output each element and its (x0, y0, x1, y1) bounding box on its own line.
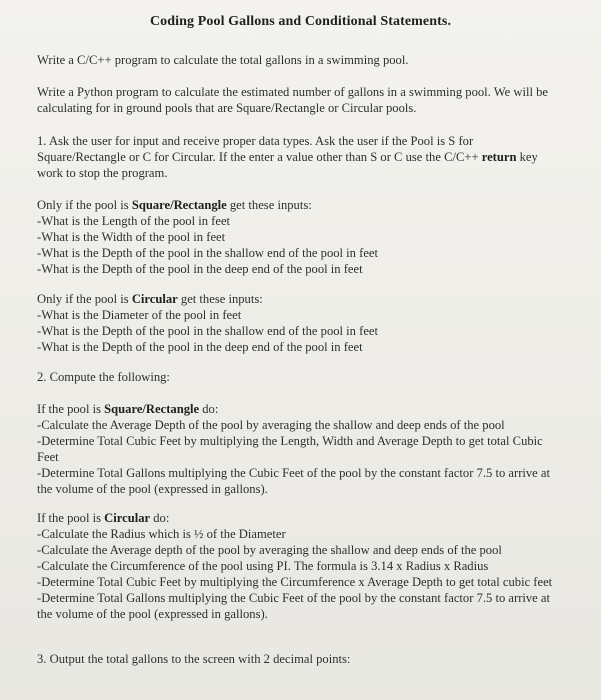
step-1-return-keyword: return (481, 150, 517, 164)
list-item: -Determine Total Gallons multiplying the Cubic Feet of the pool by the constant factor 7.5 to arrive at the volume of the pool (expressed in gallons). (37, 591, 551, 621)
list-item: -What is the Width of the pool in feet (37, 230, 226, 244)
list-item: -What is the Length of the pool in feet (37, 214, 231, 228)
square-compute-lead: If the pool is Square/Rectangle do: (37, 402, 219, 416)
list-item: -Calculate the Circumference of the pool using PI. The formula is 3.14 x Radius x Radius (37, 559, 489, 573)
square-inputs-lead: Only if the pool is Square/Rectangle get these inputs: (37, 198, 312, 212)
list-item: -Determine Total Cubic Feet by multiplying the Length, Width and Average Depth to get total Cubic Feet (37, 434, 543, 464)
circular-inputs-section (37, 291, 561, 355)
list-item: -What is the Depth of the pool in the deep end of the pool in feet (37, 340, 363, 354)
list-item: -Calculate the Radius which is ½ of the Diameter (37, 527, 286, 541)
list-item: -Determine Total Cubic Feet by multiplying the Circumference x Average Depth to get total cubic feet (37, 575, 553, 589)
list-item: -What is the Depth of the pool in the shallow end of the pool in feet (37, 246, 378, 260)
circular-compute-lead: If the pool is Circular do: (37, 511, 170, 525)
step-2-heading: 2. Compute the following: (37, 370, 170, 384)
list-item: -Determine Total Gallons multiplying the Cubic Feet of the pool by the constant factor 7.5 to arrive at the volume of the pool (expressed in gallons). (37, 466, 551, 496)
list-item: -What is the Diameter of the pool in feet (37, 308, 242, 322)
list-item: -Calculate the Average depth of the pool by averaging the shallow and deep ends of the pool (37, 543, 502, 557)
page-title: Coding Pool Gallons and Conditional Statements. (149, 14, 452, 29)
circular-compute-section (37, 510, 561, 622)
square-compute-section (37, 401, 561, 497)
step-1-text-a: 1. Ask the user for input and receive proper data types. Ask the user if the Pool is S for Square/Rectangle or C for Circular. If the enter a value other than S or C use the C/C++ (37, 134, 482, 164)
step-1-text-b: key work to stop the program. (37, 150, 538, 180)
list-item: -What is the Depth of the pool in the deep end of the pool in feet (37, 262, 363, 276)
list-item: -Calculate the Average Depth of the pool by averaging the shallow and deep ends of the pool (37, 418, 505, 432)
intro-python-paragraph: Write a Python program to calculate the estimated number of gallons in a swimming pool. We will be calculating for in ground pools that are Square/Rectangle or Circular pools. (37, 85, 548, 115)
step-3-paragraph: 3. Output the total gallons to the screen with 2 decimal points: (37, 652, 351, 666)
step-1-paragraph (37, 133, 561, 181)
intro-c-paragraph: Write a C/C++ program to calculate the total gallons in a swimming pool. (37, 53, 409, 67)
list-item: -What is the Depth of the pool in the shallow end of the pool in feet (37, 324, 378, 338)
square-inputs-section (37, 197, 561, 277)
circular-inputs-lead: Only if the pool is Circular get these inputs: (37, 292, 263, 306)
